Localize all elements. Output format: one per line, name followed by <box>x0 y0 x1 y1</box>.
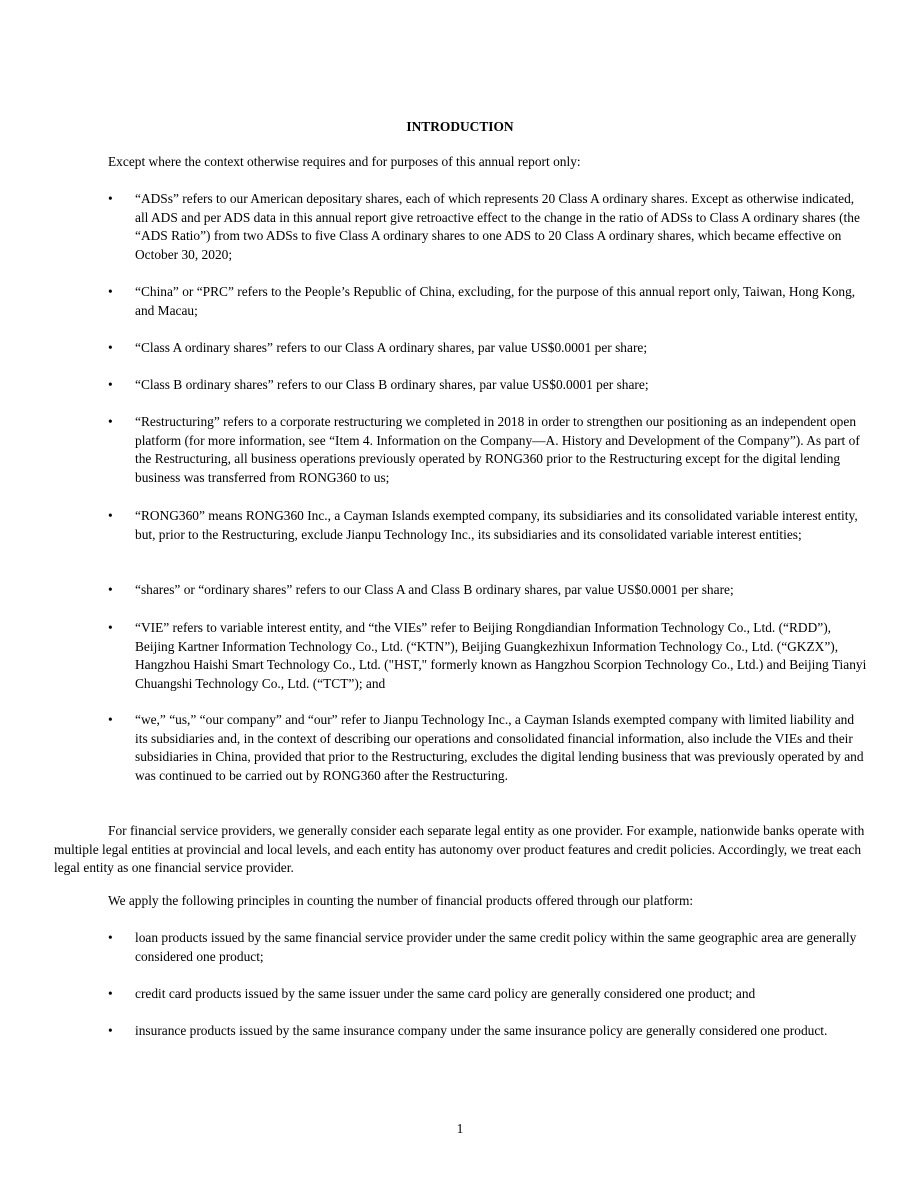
bullet-icon: • <box>108 377 113 392</box>
definition-text: “China” or “PRC” refers to the People’s Republic of China, excluding, for the purpose of this annual report only, Taiwan, Hong Kong, and Macau; <box>135 284 856 318</box>
principle-text: insurance products issued by the same insurance company under the same insurance policy are generally considered one product. <box>135 1023 828 1038</box>
definition-item-class-a <box>108 339 868 358</box>
principle-item-insurance <box>108 1022 868 1041</box>
definition-text: “ADSs” refers to our American depositary shares, each of which represents 20 Class A ordinary shares. Except as otherwise indicated, all ADS and per ADS data in this annual report give retroactive effect to the change in the ratio of ADSs to Class A ordinary shares (the “ADS Ratio”) from two ADSs to five Class A ordinary shares to one ADS to 20 Class A ordinary shares, which became effective on October 30, 2020; <box>135 191 860 262</box>
definition-text: “Class A ordinary shares” refers to our Class A ordinary shares, par value US$0.0001 per share; <box>135 340 648 355</box>
bullet-icon: • <box>108 508 113 523</box>
bullet-icon: • <box>108 191 113 206</box>
bullet-icon: • <box>108 712 113 727</box>
definition-item-ads <box>108 190 868 264</box>
definition-item-rong360 <box>108 507 868 544</box>
definition-item-restructuring <box>108 413 868 487</box>
definition-text: “we,” “us,” “our company” and “our” refer to Jianpu Technology Inc., a Cayman Islands exempted company with limited liability and its subsidiaries and, in the context of describing our operations and consolidated financial information, also include the VIEs and their subsidiaries in China, provided that prior to the Restructuring, excludes the digital lending business that was previously operated by and was continued to be carried out by RONG360 after the Restructuring. <box>135 712 864 783</box>
definition-text: “shares” or “ordinary shares” refers to our Class A and Class B ordinary shares, par value US$0.0001 per share; <box>135 582 734 597</box>
bullet-icon: • <box>108 582 113 597</box>
definition-text: “RONG360” means RONG360 Inc., a Cayman Islands exempted company, its subsidiaries and its consolidated variable interest entity, but, prior to the Restructuring, exclude Jianpu Technology Inc., its subsidiaries and its consolidated variable interest entities; <box>135 508 858 542</box>
definition-item-class-b <box>108 376 868 395</box>
bullet-icon: • <box>108 930 113 945</box>
principle-item-credit-card <box>108 985 868 1004</box>
intro-paragraph: Except where the context otherwise requires and for purposes of this annual report only: <box>108 154 581 169</box>
definition-item-shares <box>108 581 868 600</box>
principle-text: loan products issued by the same financial service provider under the same credit policy within the same geographic area are generally considered one product; <box>135 930 857 964</box>
bullet-icon: • <box>108 414 113 429</box>
bullet-icon: • <box>108 284 113 299</box>
definition-text: “VIE” refers to variable interest entity, and “the VIEs” refer to Beijing Rongdiandian Information Technology Co., Ltd. (“RDD”), Beijing Kartner Information Technology Co., Ltd. (“KTN”), Beijing Guangkezhixun Information Technology Co., Ltd. (“GKZX”), Hangzhou Haishi Smart Technology Co., Ltd. ("HST," formerly known as Hangzhou Scorpion Technology Co., Ltd.) and Beijing Tianyi Chuangshi Technology Co., Ltd. (“TCT”); and <box>135 620 867 691</box>
principles-intro-paragraph: We apply the following principles in counting the number of financial products offered through our platform: <box>108 893 694 908</box>
page-number: 1 <box>456 1121 464 1136</box>
principle-item-loan <box>108 929 868 966</box>
definition-item-china <box>108 283 868 320</box>
bullet-icon: • <box>108 986 113 1001</box>
principle-text: credit card products issued by the same issuer under the same card policy are generally considered one product; and <box>135 986 756 1001</box>
definition-text: “Class B ordinary shares” refers to our Class B ordinary shares, par value US$0.0001 per share; <box>135 377 649 392</box>
bullet-icon: • <box>108 1023 113 1038</box>
definition-item-we <box>108 711 868 785</box>
bullet-icon: • <box>108 620 113 635</box>
financial-provider-paragraph: For financial service providers, we generally consider each separate legal entity as one provider. For example, nationwide banks operate with multiple legal entities at provincial and local levels, and each entity has autonomy over product features and credit policies. Accordingly, we treat each legal entity as one financial service provider. <box>54 823 865 876</box>
section-title: INTRODUCTION <box>406 119 514 134</box>
definition-text: “Restructuring” refers to a corporate restructuring we completed in 2018 in order to strengthen our positioning as an independent open platform (for more information, see “Item 4. Information on the Company—A. History and Development of the Company”). As part of the Restructuring, all business operations previously operated by RONG360 prior to the Restructuring except for the digital lending business was transferred from RONG360 to us; <box>135 414 860 485</box>
bullet-icon: • <box>108 340 113 355</box>
definition-item-vie <box>108 619 868 693</box>
